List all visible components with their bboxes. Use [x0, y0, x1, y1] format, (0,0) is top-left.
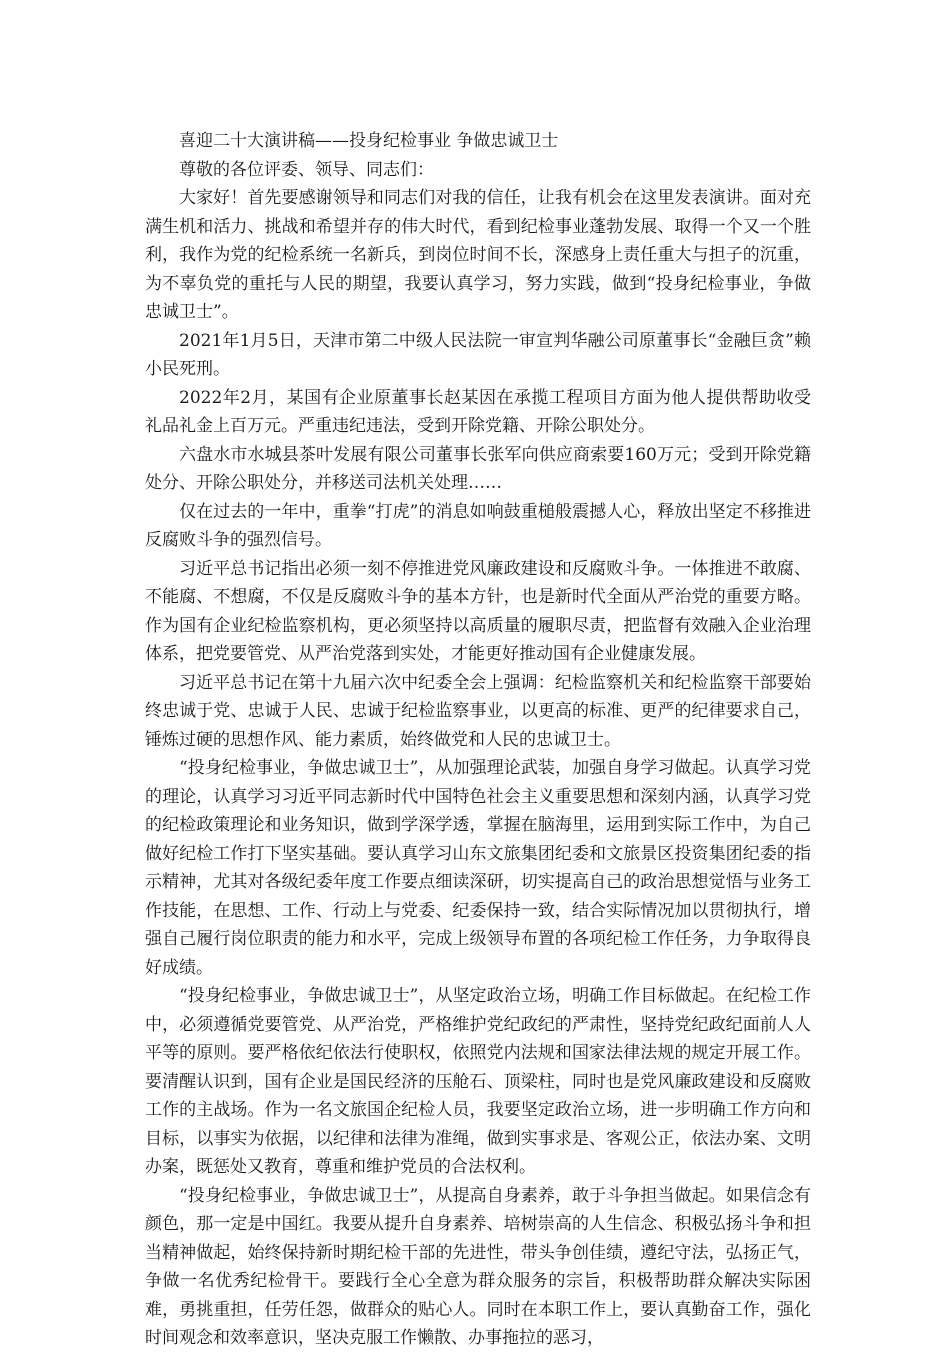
paragraph-signal: 仅在过去的一年中，重拳“打虎”的消息如响鼓重槌般震撼人心，释放出坚定不移推进反腐败斗争的强烈信号。 [145, 501, 811, 550]
document-title: 喜迎二十大演讲稿——投身纪检事业 争做忠诚卫士 [179, 131, 559, 151]
paragraph-emphasis: 习近平总书记在第十九届六次中纪委全会上强调：纪检监察机关和纪检监察干部要始终忠诚于党、忠诚于人民、忠诚于纪检监察事业，以更高的标准、更严的纪律要求自己，锤炼过硬的思想作风、能力素质，始终做党和人民的忠诚卫士。 [145, 672, 811, 750]
salutation: 尊敬的各位评委、领导、同志们： [179, 159, 434, 180]
paragraph-case-2: 2022年2月，某国有企业原董事长赵某因在承揽工程项目方面为他人提供帮助收受礼品礼金上百万元。严重违纪违法，受到开除党籍、开除公职处分。 [145, 387, 811, 436]
paragraph-opening: 大家好！首先要感谢领导和同志们对我的信任，让我有机会在这里发表演讲。面对充满生机和活力、挑战和希望并存的伟大时代，看到纪检事业蓬勃发展、取得一个又一个胜利，我作为党的纪检系统一名新兵，到岗位时间不长，深感身上责任重大与担子的沉重，为不辜负党的重托与人民的期望，我要认真学习，努力实践，做到“投身纪检事业，争做忠诚卫士”。 [145, 188, 811, 322]
paragraph-directive: 习近平总书记指出必须一刻不停推进党风廉政建设和反腐败斗争。一体推进不敢腐、不能腐、不想腐，不仅是反腐败斗争的基本方针，也是新时代全面从严治党的重要方略。作为国有企业纪检监察机构，更必须坚持以高质量的履职尽责，把监督有效融入企业治理体系，把党要管党、从严治党落到实处，才能更好推动国有企业健康发展。 [145, 558, 811, 664]
paragraph-case-1: 2021年1月5日，天津市第二中级人民法院一审宣判华融公司原董事长“金融巨贪”赖小民死刑。 [145, 330, 811, 379]
document-page [145, 127, 811, 1353]
paragraph-quality: “投身纪检事业，争做忠诚卫士”，从提高自身素养，敢于斗争担当做起。如果信念有颜色，那一定是中国红。我要从提升自身素养、培树崇高的人生信念、积极弘扬斗争和担当精神做起，始终保持新时期纪检干部的先进性，带头争创佳绩，遵纪守法，弘扬正气，争做一名优秀纪检骨干。要践行全心全意为群众服务的宗旨，积极帮助群众解决实际困难，勇挑重担，任劳任怨，做群众的贴心人。同时在本职工作上，要认真勤奋工作，强化时间观念和效率意识，坚决克服工作懒散、办事拖拉的恶习， [145, 1185, 811, 1348]
paragraph-politics: “投身纪检事业，争做忠诚卫士”，从坚定政治立场，明确工作目标做起。在纪检工作中，必须遵循党要管党、从严治党，严格维护党纪政纪的严肃性，坚持党纪政纪面前人人平等的原则。要严格依纪依法行使职权，依照党内法规和国家法律法规的规定开展工作。要清醒认识到，国有企业是国民经济的压舱石、顶梁柱，同时也是党风廉政建设和反腐败工作的主战场。作为一名文旅国企纪检人员，我要坚定政治立场，进一步明确工作方向和目标，以事实为依据，以纪律和法律为准绳，做到实事求是、客观公正，依法办案、文明办案，既惩处又教育，尊重和维护党员的合法权利。 [145, 986, 811, 1177]
paragraph-case-3: 六盘水市水城县茶叶发展有限公司董事长张军向供应商索要160万元；受到开除党籍处分、开除公职处分，并移送司法机关处理…… [145, 444, 811, 493]
paragraph-theory: “投身纪检事业，争做忠诚卫士”，从加强理论武装，加强自身学习做起。认真学习党的理论，认真学习习近平同志新时代中国特色社会主义重要思想和深刻内涵，认真学习党的纪检政策理论和业务知识，做到学深学透，掌握在脑海里，运用到实际工作中，为自己做好纪检工作打下坚实基础。要认真学习山东文旅集团纪委和文旅景区投资集团纪委的指示精神，尤其对各级纪委年度工作要点细读深研，切实提高自己的政治思想觉悟与业务工作技能，在思想、工作、行动上与党委、纪委保持一致，结合实际情况加以贯彻执行，增强自己履行岗位职责的能力和水平，完成上级领导布置的各项纪检工作任务，力争取得良好成绩。 [145, 758, 811, 978]
